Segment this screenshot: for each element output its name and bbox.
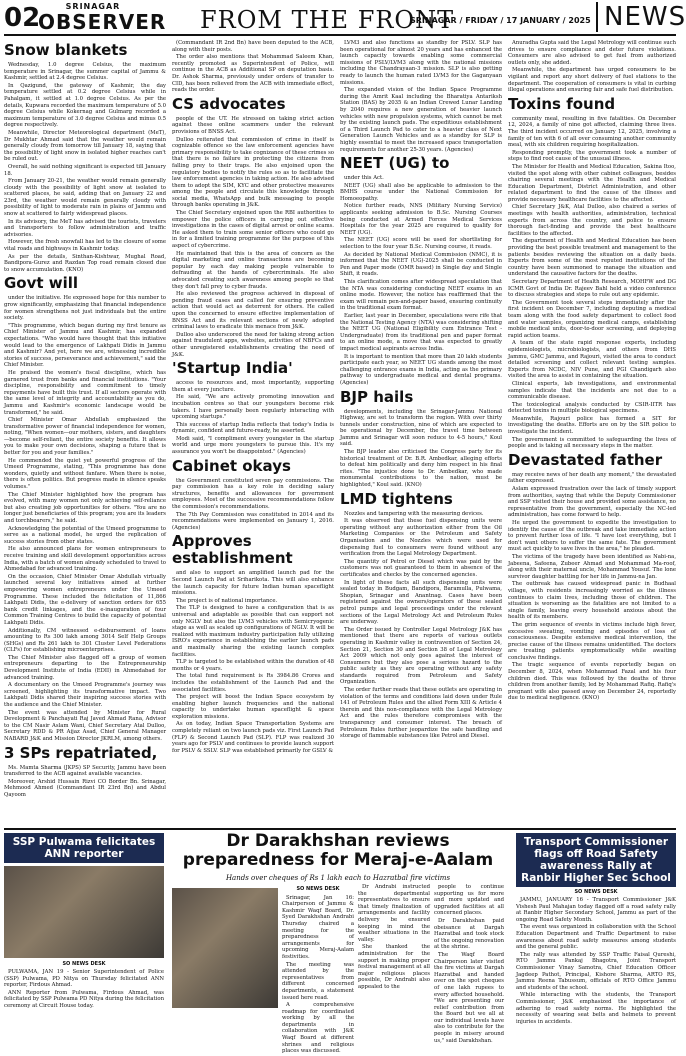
paragraph: The quantity of Petrol or Diesel which was paid by the customers was not guaranteed to them in absence of the certificates and checks by the concerned agencies. <box>340 558 502 578</box>
headline-devastated-father: Devastated father <box>508 450 663 469</box>
paragraph: community meal, resulting in five fatalities. On December 12, 2024, a family of nine got affected, claiming three lives. The third incident occurred on January 12, 2025, involving a family of ten with 6 of all over consuming another community meal, with six children requiring hospitalization. <box>508 115 676 149</box>
paragraph: He said, "We are actively promoting innovation and incubation centres so that our youngsters become risk takers. I have personally been regularly interacting with upcoming startups." <box>172 394 334 421</box>
paragraph: It was observed that these fuel dispensing units were operating without any authorization either from the Oil Marketing Companies or the Petroleum and Safety Organisation and the Nozzles which were used for dispensing fuel to consumers were found without any verification from the Legal Metrology Department. <box>340 518 502 558</box>
paragraph: TLP is targeted to be established within the duration of 48 months or 4 years. <box>172 659 334 672</box>
paragraph: The rally was attended by SSP Traffic Faisal Qureshi, RTO Jammu Pankaj Bhagotra, Joint Transport Commissioner Vinay Samotra, Chief Education Officer Jagdeep Pathot, Principal, Kishore Sharma, ARTO RS, Jammu Reena Tabussum, officials of RTO Office Jammu and students of the school. <box>516 951 676 991</box>
paragraph: The order also mentions that Mohammad Saleem Khan, recently promoted as Superintendent of Police, will continue in the ACB as Additional SP on deputation basis. Dr. Ashok Sharma, previously under orders of transfer to CID, has been relieved from the ACB with immediate effect, reads the order. <box>172 54 334 94</box>
headline-neet-ug: NEET (UG) to <box>340 154 450 173</box>
paragraph: developments, including the Srinagar-Jammu National Highway, are set to transform the region. With over thirty tunnels under construction, nine of which are expected to be operational by December, the travel time between Jammu and Srinagar will soon reduce to 4-5 hours," Koul said. <box>340 408 502 448</box>
headline-3-sps-repatriated: 3 SPs repatriated, <box>4 743 158 762</box>
paragraph: The tragic sequence of events reportedly began on December 8, 2024, when Mohammad Fazal and his four children died. This was followed by the deaths of three children from another family, led by Mohammad Rafiq. Rafiq's pregnant wife also passed away on December 24, reportedly due to medical negligence. (KNO) <box>508 662 676 702</box>
paragraph: Earlier, last year in December, speculations were rife that the National Testing Agency (NTA) was considering shifting the NEET UG (National Eligibility cum Entrance Test - Undergraduate) from its traditional pen and paper format to an online mode, a move that was expected to greatly impact medical aspirants across India. <box>340 312 502 352</box>
paragraph: Meanwhile, Rajouri police has formed a SIT for investigating the deaths. Efforts are on by the SIR police to investigate the incident. <box>508 415 676 436</box>
paragraph: This clarification comes after widespread speculation that the NTA was considering conducting NEET exams in an online mode. However, the notice has reaffirmed that the exam will remain pen-and-paper based, ensuring continuity in the traditional exam format. <box>340 279 502 312</box>
paragraph: While interacting with the students, the Transport Commissioner, J&K emphasized the importance of adhering to road safety norms. He highlighted the necessity of wearing seat belts and helmets to prevent injuries in accidents. <box>516 992 676 1025</box>
paragraph: The Order issued by Controller Legal Metrology J&K has mentioned that there are reports of various outlets operating in Kashmir valley in contravention of Section 24, Section 21, Section 30 and Section 38 of Legal Metrology Act 2009 which not only goes against the interest of Consumers but they also pose a serious hazard to the public safety as they are operating without any safety standards required from Petroleum and Safety Organization. <box>340 626 502 686</box>
paragraph: may receive news of her death any moment," the devastated father expressed. <box>508 471 676 485</box>
darakhshan-col-1 <box>282 884 354 1056</box>
paragraph: The event was attended by Minister for Rural Development & Panchayati Raj Javed Ahmad Rana, Advisor to the CM Nasir Aslam Wani, Chief Secretary Atal Dulloo, Secretary RDD & PR Aijaz Asad, Chief General Manager NABARD J&K and Mission Director JKRLM, among others. <box>4 709 166 742</box>
bureau-byline: SO NEWS DESK <box>296 886 340 892</box>
section-title: FROM THE FRONT <box>200 6 455 34</box>
masthead-rule <box>4 34 676 36</box>
bureau-byline: SO NEWS DESK <box>62 961 106 967</box>
paragraph: The event was organized in collaboration with the School Education Department and Traffic Department to raise awareness about road safety measures among students and the general public. <box>516 924 676 951</box>
paragraph: In Qazigund, the gateway of Kashmir, the day temperature settled at 0.2 degree Celsius while in Pahalgam, it settled at 1.0 degree Celsius. As per the details, Kupwara recorded the maximum temperature of 5.0 degree Celsius while Kokernag and Gulmarg recorded a maximum temperature of 3.0 degree Celsius and minus 0.5 degree respectively. <box>4 82 166 129</box>
section-tag: NEWS <box>596 2 686 32</box>
paragraph: Meanwhile, Director Meteorological department (MeT), Dr Mukhtar Ahmad said that the weather would remain generally cloudy from tomorrow till January 18, saying that the possibility of light snow in isolated higher reaches can't be ruled out. <box>4 129 166 163</box>
story-ssp-pulwama <box>4 833 164 1042</box>
photo-felicitation <box>4 866 164 958</box>
paragraph: The toxicological analysis conducted by CSIR-IITR has detected toxins in multiple biological specimens. <box>508 401 676 415</box>
paragraph: Dulloo also underscored the need for taking strong action against fraudulent apps, websites, activities of NBFCs and other unregistered establishments creating the need of J&K. <box>172 331 334 358</box>
paragraph: The Chief Minister also flagged off a group of women entrepreneurs departing to the Entrepreneurship Development Institute of India (EDII) in Ahmedabad for advanced training. <box>4 654 166 681</box>
paragraph: From January 20-21, the weather would remain generally cloudy with the possibility of light snow at isolated to scattered places, he said, adding that on January 22 and 23rd, the weather would remain generally cloudy with possibility of light to moderate rain in plains of Jammu and snow at scattered to fairly widespread places. <box>4 178 166 218</box>
paragraph: The Government took several steps immediately after the first incident on December 7, including deputing a medical team along with the food safety department to collect food and water samples, organizing medical camps, establishing mobile medical units, door-to-door screening, and deploying rapid action teams. <box>508 299 676 339</box>
paragraph: As decided by National Medical Commission (NMC), it is informed that the NEET (UG)-2025 shall be conducted in Pen and Paper mode (OMR based) in Single day and Single Shift, it reads. <box>340 251 502 278</box>
headline-approves-establishment: Approves establishment <box>172 532 293 568</box>
paragraph: The TLP is designed to have a configuration that is as universal and adaptable as possible that can support not only NGLV but also the LVM3 vehicles with Semicryogenic stage as well as scaled up configurations of NGLV. It will be realized with maximum industry participation fully utilizing ISRO's experience in establishing the earlier launch pads and maximally sharing the existing launch complex facilities. <box>172 605 334 658</box>
paragraph: It is important to mention that more than 20 lakh students participate each year, so NEET UG stands among the most challenging entrance exams in India, acting as the primary pathway to undergraduate medical and dental programs. (Agencies) <box>340 353 502 386</box>
paragraph: under this Act. <box>344 175 384 182</box>
paragraph: Anuradha Gupta said the Legal Metrology will continue such drives to ensure compliance and deter future violations. Consumers are also advised to get fuel from authorized outlets only, she added. <box>508 40 676 66</box>
deck-line: Hands over cheques of Rs 1 lakh each to Hazratbal fire victims <box>225 874 451 882</box>
paragraph: The expanded vision of the Indian Space Programme during the Amrit Kaal including the Bharatiya Antariksh Station (BAS) by 2035 & an Indian Crewed Lunar Landing by 2040 requires a new generation of heavier launch vehicles with new propulsion systems, which cannot be met by the existing launch pads. The expeditious establishment of a Third Launch Pad to cater to a heavier class of Next Generation Launch Vehicles and as a standby for SLP is highly essential to meet the increased space transportation requirements for another 25-30 years. (Agencies) <box>340 87 502 153</box>
paragraph: He also announced plans for women entrepreneurs to receive training and skill development opportunities across India, with a batch of women already scheduled to travel to Ahmedabad for advanced training. <box>4 546 166 573</box>
story-darakhshan-photo-column <box>172 884 278 1034</box>
newspaper-logo <box>38 2 167 34</box>
dateline: SRINAGAR / FRIDAY / 17 JANUARY / 2025 <box>410 16 591 25</box>
column-1 <box>4 40 166 823</box>
paragraph: Overall, he said nothing significant is expected till January 18. <box>4 163 166 177</box>
paragraph: The Chief Secretary enjoined upon the RBI authorities to empower the police officers in carrying out effective investigations in the cases of digital arrest or online scams. He asked them to train some senior officers who could go in for a limited training programme for the purpose of this aspect of cybercrime. <box>172 210 334 250</box>
paragraph: Responding promptly, the government took a number of steps to find root cause of the unusual illness. <box>508 149 676 163</box>
column-2 <box>172 40 334 754</box>
paragraph: This success of startup India reflects that today's India is dynamic, confident and future-ready, he asserted. <box>172 421 334 435</box>
paragraph: He praised the women's fiscal discipline, which has garnered trust from banks and financial institutions. "Your discipline, responsibility and commitment to timely repayments have built this trust. If all sectors operate with the same level of integrity and accountability as you do, Jammu and Kashmir's economic landscape would be transformed," he said. <box>4 369 166 416</box>
headline-snow-blankets: Snow blankets <box>4 41 128 59</box>
paragraph: LVM3 and also functions as standby for PSLV. SLP has been operational for almost 20 years and has enhanced the launch capacity towards enabling some commercial missions of PSLV/LVM3 along with the national missions including the Chandrayaan-3 mission. SLP is also getting ready to launch the human rated LVM3 for the Gaganyaan missions. <box>340 40 502 86</box>
paragraph: The victims of the tragedy have been identified as Nabi-na, Jabeena, Safeena, Zubeer Ahmad and Mohammad Ma-roof, along with their maternal uncle, Mohammad Yousuf. The lone survivor daughter battling for her life in Jammu-na Jan. <box>508 553 676 580</box>
paragraph: He commended the quiet yet powerful progress of the Umeed Programme, stating, "This programme has done wonders, quietly and without fanfare. When there is noise, there is often politics. But progress made in silence speaks volumes." <box>4 457 166 491</box>
photo-meeting <box>172 888 278 1008</box>
paragraph: Nozzles and tampering with the measuring devices. <box>344 510 484 517</box>
paragraph: Clinical experts, lab investigations, and environmental samples indicate that the incidents are not due to a communicable disease. <box>508 380 676 401</box>
paragraph: The department of Health and Medical Education has been providing the best possible treatment and management to the patients besides reviewing the situation on a daily basis. Experts from some of the most reputed institutions of the country have been summoned to manage the situation and understand the causative factors for the deaths. <box>508 238 676 278</box>
paragraph: PULWAMA, JAN 19 - Senior Superintendent of Police (SSP) Pulwama, PD Nitya on Thursday felicitated ANN reporter, Firdous Ahmad. <box>4 969 164 989</box>
paragraph: Acknowledging the potential of the Umeed programme to serve as a national model, he urged the replication of success stories from other states. <box>4 525 166 545</box>
paragraph: Moreover, Arshid Hussain Rizvi CO Border Bn. Srinagar, Mehmood Ahmed (Commandant IR 23rd Bn) and Abdul Qayoom <box>4 778 166 798</box>
paragraph: On the occasion, Chief Minister Omar Abdullah virtually launched several key initiatives aimed at further empowering women entrepreneurs under the Umeed Programme. These included the felicitation of 11,866 Lakhpati Didis, the e-delivery of sanction orders for 655 bank credit linkages, and the e-inauguration of four Common Training Centres to build the capacity of potential Lakhpati Didis. <box>4 573 166 626</box>
paragraph: She thanked the administration for the support in making proper festival management at all major religious places possible, Dr Andrabi also appealed to the <box>358 944 430 990</box>
paragraph: The Waqf Board Chairperson later visited the fire victims at Dargah Hazratbal and handed over on the spot cheques of one lakh rupees to every affected household. "We are presenting our relief contribution from the Board but we all at our individual levels have also to contribute for the people in misery around us," said Darakhshan. <box>434 951 504 1044</box>
paragraph: The order further reads that these outlets are operating in violation of the terms and conditions laid down under Rule 141 of Petroleum Rules and the allied Form XIII & Article 4 therein and this non-compliance with the Legal Metrology Act and the rules therefore compromises with the transparency and consumer interest. The breach of Petroleum Rules further jeopardize the safe handling and storage of flammable substances like Petrol and Diesel. <box>340 687 502 740</box>
paragraph: The meeting was attended by the representatives from different concerned departments, a statement issued here read. <box>282 961 354 1001</box>
paragraph: The BJP leader also criticised the Congress party for its historical treatment of Dr. B.R. Ambedkar, alleging efforts to defeat him politically and deny him respect in his final rites. "The injustice done to Dr. Ambedkar, who made monumental contributions to the nation, must be highlighted," Koul said. (KNO) <box>340 449 502 489</box>
paragraph: Dulloo reiterated that commission of crime in itself is cognizable offence so the law enforcement agencies have primary responsibility to take cognizance of these crimes so that there is no failure in protecting the citizens from falling prey to their traps. He also enjoined upon the regulatory bodies to notify the rules so as to facilitate the law enforcement agencies in taking action. He also advised them to adopt the SIM, KYC and other protective measures among the people and circulate this knowledge through social media, WhatsApp and bulk messaging to people through banks operating in J&K. <box>172 136 334 209</box>
paragraph: The government is committed to safeguarding the lives of people and is taking all necessary steps in the matter. <box>508 436 676 450</box>
headline-bjp-hails: BJP hails <box>340 387 414 406</box>
paragraph: He also reviewed the progress achieved in disposal of pending fraud cases and called for ensuring preventive action that would act as deterrent for others. He called upon the concerned to ensure effective implementation of BNSS Act and its relevant sections of newly adopted criminal laws to eradicate this menace from J&K. <box>172 291 334 331</box>
paragraph: the Government constituted seven pay commissions. The pay commission has a key role in deciding salary structures, benefits and allowances for government employees. Most of the successive recommendations follow the commission's recommendations. <box>172 477 334 511</box>
paragraph: Wednesday, 1.0 degree Celsius, the maximum temperature in Srinagar, the summer capital of Jammu & Kashmir, settled at 2.4 degree Celsius. <box>4 62 166 82</box>
paragraph: A team of the state rapid response experts, including epidemiologists, microbiologists, and others from DHS Jammu, GMC Jammu, and Rajouri, visited the area to conduct detailed screening and collect relevant testing samples. Experts from NCDC, NIV Pune, and PGI Chandigarh also visited the area to assist in containing the situation. <box>508 340 676 380</box>
headline-cabinet-okays: Cabinet okays <box>172 456 291 475</box>
paragraph: The total fund requirement is Rs 3984.86 Crores and includes the establishment of the Launch Pad and the associated facilities. <box>172 673 334 693</box>
paragraph: Secretary Department of Health Research, MOHFW and DG ICMR Govt of India Dr. Rajeev Bahl held a video conference to discuss strategies and steps to rule out any epidemic. <box>508 279 676 299</box>
paragraph: people to continue supporting us for more and more updated and upgraded facilities at all concerned places. <box>434 884 504 917</box>
paragraph: The 7th Pay Commission was constituted in 2014 and its recommendations were implemented on January 1, 2016. (Agencies) <box>172 511 334 531</box>
paragraph: Srinagar, Jan 16: Chairperson of Jammu & Kashmir Waqf Board, Dr. Syed Darakhshan Andrabi Thursday chaired a meeting for the preparedness of arrangements for upcoming Meraj-Aalam festivities. <box>282 894 354 960</box>
paragraph: Meanwhile, the department has urged consumers to be vigilant and report any short delivery of fuel stations to the department. The cooperation of consumers is vital in curbing illegal operations and ensuring fair and safe fuel distribution. <box>508 67 676 94</box>
paragraph: The Minister for Health and Medical Education, Sakina Itoo, visited the spot along with other cabinet colleagues, besides chairing several meetings with the Health and Medical Education Department, District Administration, and other related department to find the cause of the illness and provide necessary healthcare facilities to the affected. <box>508 163 676 203</box>
column-3 <box>340 40 502 740</box>
darakhshan-col-3 <box>434 884 504 1045</box>
paragraph: Dr Darakhshan paid obeisance at Dargah Hazratbal and took stock of the ongoing renovation at the shrine. <box>434 917 504 951</box>
paragraph: people of the UT. He stressed on taking strict action against these online scammers under the relevant provisions of BNSS Act. <box>172 115 334 135</box>
headline-startup-india: 'Startup India' <box>172 359 293 378</box>
paragraph: Modi said, "I compliment every youngster in the startup world and urge more youngsters to pursue this. It's my assurance you won't be disappointed." (Agencies) <box>172 435 334 456</box>
paragraph: He maintained that this is the area of concern as the digital marketing and online transactions are becoming popular by each day making people vulnerable to defrauding at the hands of cybercriminals. He also advocated creating such awareness among people so that they don't fall prey to cyber frauds. <box>172 250 334 290</box>
paragraph: "This programme, which began during my first tenure as Chief Minister of Jammu and Kashmir, has expanded expectations. "Who would have thought that this initiative would lead to the emergence of Lakhpati Didis in Jammu and Kashmir? And yet, here we are, witnessing incredible stories of success, perseverance and achievement," said the Chief Minister. <box>4 322 166 369</box>
paragraph: access to resources and, most importantly, supporting them at every juncture. <box>172 380 334 393</box>
headline-lmd-tightens: LMD tightens <box>340 489 453 508</box>
headline-cs-advocates: CS advocates <box>172 94 286 113</box>
paragraph: The grim sequence of events in victims include high fever, excessive sweating, vomiting and episodes of loss of consciousness. Despite extensive medical intervention, the precise cause of the illness remains unidentified. The doctors are treating patients symptomatically while awaiting conclusive findings. <box>508 621 676 661</box>
brand-top: SRINAGAR <box>65 2 121 11</box>
paragraph: A comprehensive roadmap for coordinated working by all the departments in collaboration with J&K Waqf Board at different shrines and religious places was discussed. <box>282 1002 354 1055</box>
paragraph: In light of these facts all such dispensing units were sealed today in Budgam, Bandipora, Baramulla, Pulwama, Shopian, Srinagar and Anantnag. Cases have been registered against the owners/operators of these sealed petrol pumps and legal proceedings under the relevant sections of the Legal Metrology Act and Petroleum Rules are underway. <box>340 579 502 626</box>
column-4 <box>508 40 676 823</box>
paragraph: The NEET (UG) score will be used for shortlisting for selection to the four year B.Sc. Nursing course, it reads. <box>340 237 502 251</box>
headline-transport-commissioner: Transport Commissioner flags off Road Safety awareness Rally at Ranbir Higher Sec School <box>516 833 676 887</box>
paragraph: JAMMU, JANUARY 16 - Transport Commissioner J&K Vishesh Paul Mahajan today flagged off a road safety rally at Ranbir Higher Secondary School, Jammu as part of the ongoing Road Safety Month. <box>516 897 676 923</box>
paragraph: In its advisory, the MeT has advised the tourists, travelers and transporters to follow administration and traffic advisories. <box>4 218 166 238</box>
paragraph: As on today, Indian Space Transportation Systems are completely reliant on two launch pads viz. First Launch Pad (FLP) & Second Launch Pad (SLP). FLP was realized 30 years ago for PSLV and continues to provide launch support for PSLV & SSLV. SLP was established primarily for GSLV & <box>172 721 334 754</box>
paragraph: The project is of national importance. <box>176 597 278 604</box>
paragraph: The outbreak has caused widespread panic in Budhaal village, with residents increasingly worried as the illness continues to claim lives, including those of children. The situation is worsening as the fatalities are not limited to a single family, leaving every household anxious about the health of its members. <box>508 581 676 621</box>
paragraph: Aslam expressed frustration over the lack of timely support from authorities, saying that while the Deputy Commissioner and SSP visited their house and provided some assistance, no representative from the government, especially the NC-led administration, has come forward to help. <box>508 486 676 519</box>
darakhshan-col-2 <box>358 884 430 992</box>
headline-govt-will: Govt will <box>4 274 79 293</box>
paragraph: under the initiative. He expressed hope for this number to grow significantly, emphasizing that financial independence for women strengthens not just individuals but the entire society. <box>4 295 166 322</box>
paragraph: The Chief Minister highlighted how the program has evolved, with many women not only achieving self-reliance but also creating job opportunities for others. "You are no longer just beneficiaries of this program; you are its leaders and torchbearers," he said. <box>4 491 166 524</box>
paragraph: ANN Reporter from Pulwama, Firdous Ahmad, was felicitated by SSP Pulwama PD Nitya during the felicitation ceremony at Circuit House today. <box>4 989 164 1009</box>
story-transport-commissioner <box>516 833 676 1026</box>
page-number: 02 <box>4 3 41 33</box>
paragraph: A documentary on the Umeed Programme's journey was screened, highlighting its transformative impact. Two Lakhpati Didis shared their inspiring success stories with the audience and the Chief Minister. <box>4 682 166 709</box>
bureau-byline: SO NEWS DESK <box>574 889 618 895</box>
paragraph: NEET (UG) shall also be applicable to admission to the BMHS course under the National Commission for Homoeopathy. <box>340 182 502 202</box>
paragraph: Chief Secretary J&K, Atal Dulloo, also chaired a series of meetings with health authorities, administration, technical experts from across the country, and police to ensure thorough fact-finding and provide the best healthcare facilities to the affected. <box>508 204 676 237</box>
paragraph: However, the fresh snowfall has led to the closure of some vital roads and highways in Kashmir today. <box>4 239 166 253</box>
paragraph: Notice further reads, NNS (Military Nursing Service) applicants seeking admission to B.Sc. Nursing Courses being conducted at Armed Forces Medical Services Hospitals for the year 2025 are required to qualify for NEET (UG). <box>340 203 502 236</box>
headline-ssp-pulwama: SSP Pulwama felicitates ANN reporter <box>4 833 164 863</box>
paragraph: and also to support an amplified launch pad for the Second Launch Pad at Sriharikota. This will also enhance the launch capacity for future Indian human spaceflight missions. <box>172 570 334 597</box>
headline-toxins-found: Toxins found <box>508 94 616 113</box>
paragraph: He urged the government to expedite the investigation to identify the cause of the outbreak and take immediate action to prevent further loss of life. "I have lost everything, but I don't want others to suffer the same fate. The government must act quickly to save lives in the area," he pleaded. <box>508 520 676 553</box>
headline-dr-darakhshan: Dr Darakhshan reviews preparedness for Meraj-e-Aalam <box>182 831 494 870</box>
paragraph: Chief Minister Omar Abdullah emphasized the transformative power of financial independence for women, noting, "When women—our mothers, sisters, and daughters—become self-reliant, the entire society benefits. It allows you to make your own decisions, shaping a future that is better for you and your families." <box>4 417 166 457</box>
paragraph: Dr Andrabi instructed the departmental representatives to ensure that timely finalization of arrangements and facility delivery be ensured keeping in mind the weather situations in the valley. <box>358 884 430 943</box>
paragraph: The project will boost the Indian Space ecosystem by enabling higher launch frequencies and the national capacity to undertake human spaceflight & space exploration missions. <box>172 694 334 720</box>
paragraph: As per the details, Sinthan-Kishtwar, Mughal Road, Bandipora-Gurez and Razdan Top road remain closed due to snow accumulation. (KNO) <box>4 253 166 273</box>
paragraph: (Commandant IR 2nd Bn) have been deputed to the ACB, along with their posts. <box>172 40 334 53</box>
paragraph: Additionally, CM witnessed e-disbursement of loans amounting to Rs 300 lakh among 3014 Self Help Groups (SHGs) and Rs 261 lakh to 301 Cluster Level Federations (CLFs) for establishing microenterprises. <box>4 627 166 654</box>
brand-main: OBSERVER <box>38 10 167 34</box>
paragraph: Ms. Mamta Sharma (JKPS) SP Security, Jammu have been transferred to the ACB against available vacancies. <box>4 764 166 778</box>
